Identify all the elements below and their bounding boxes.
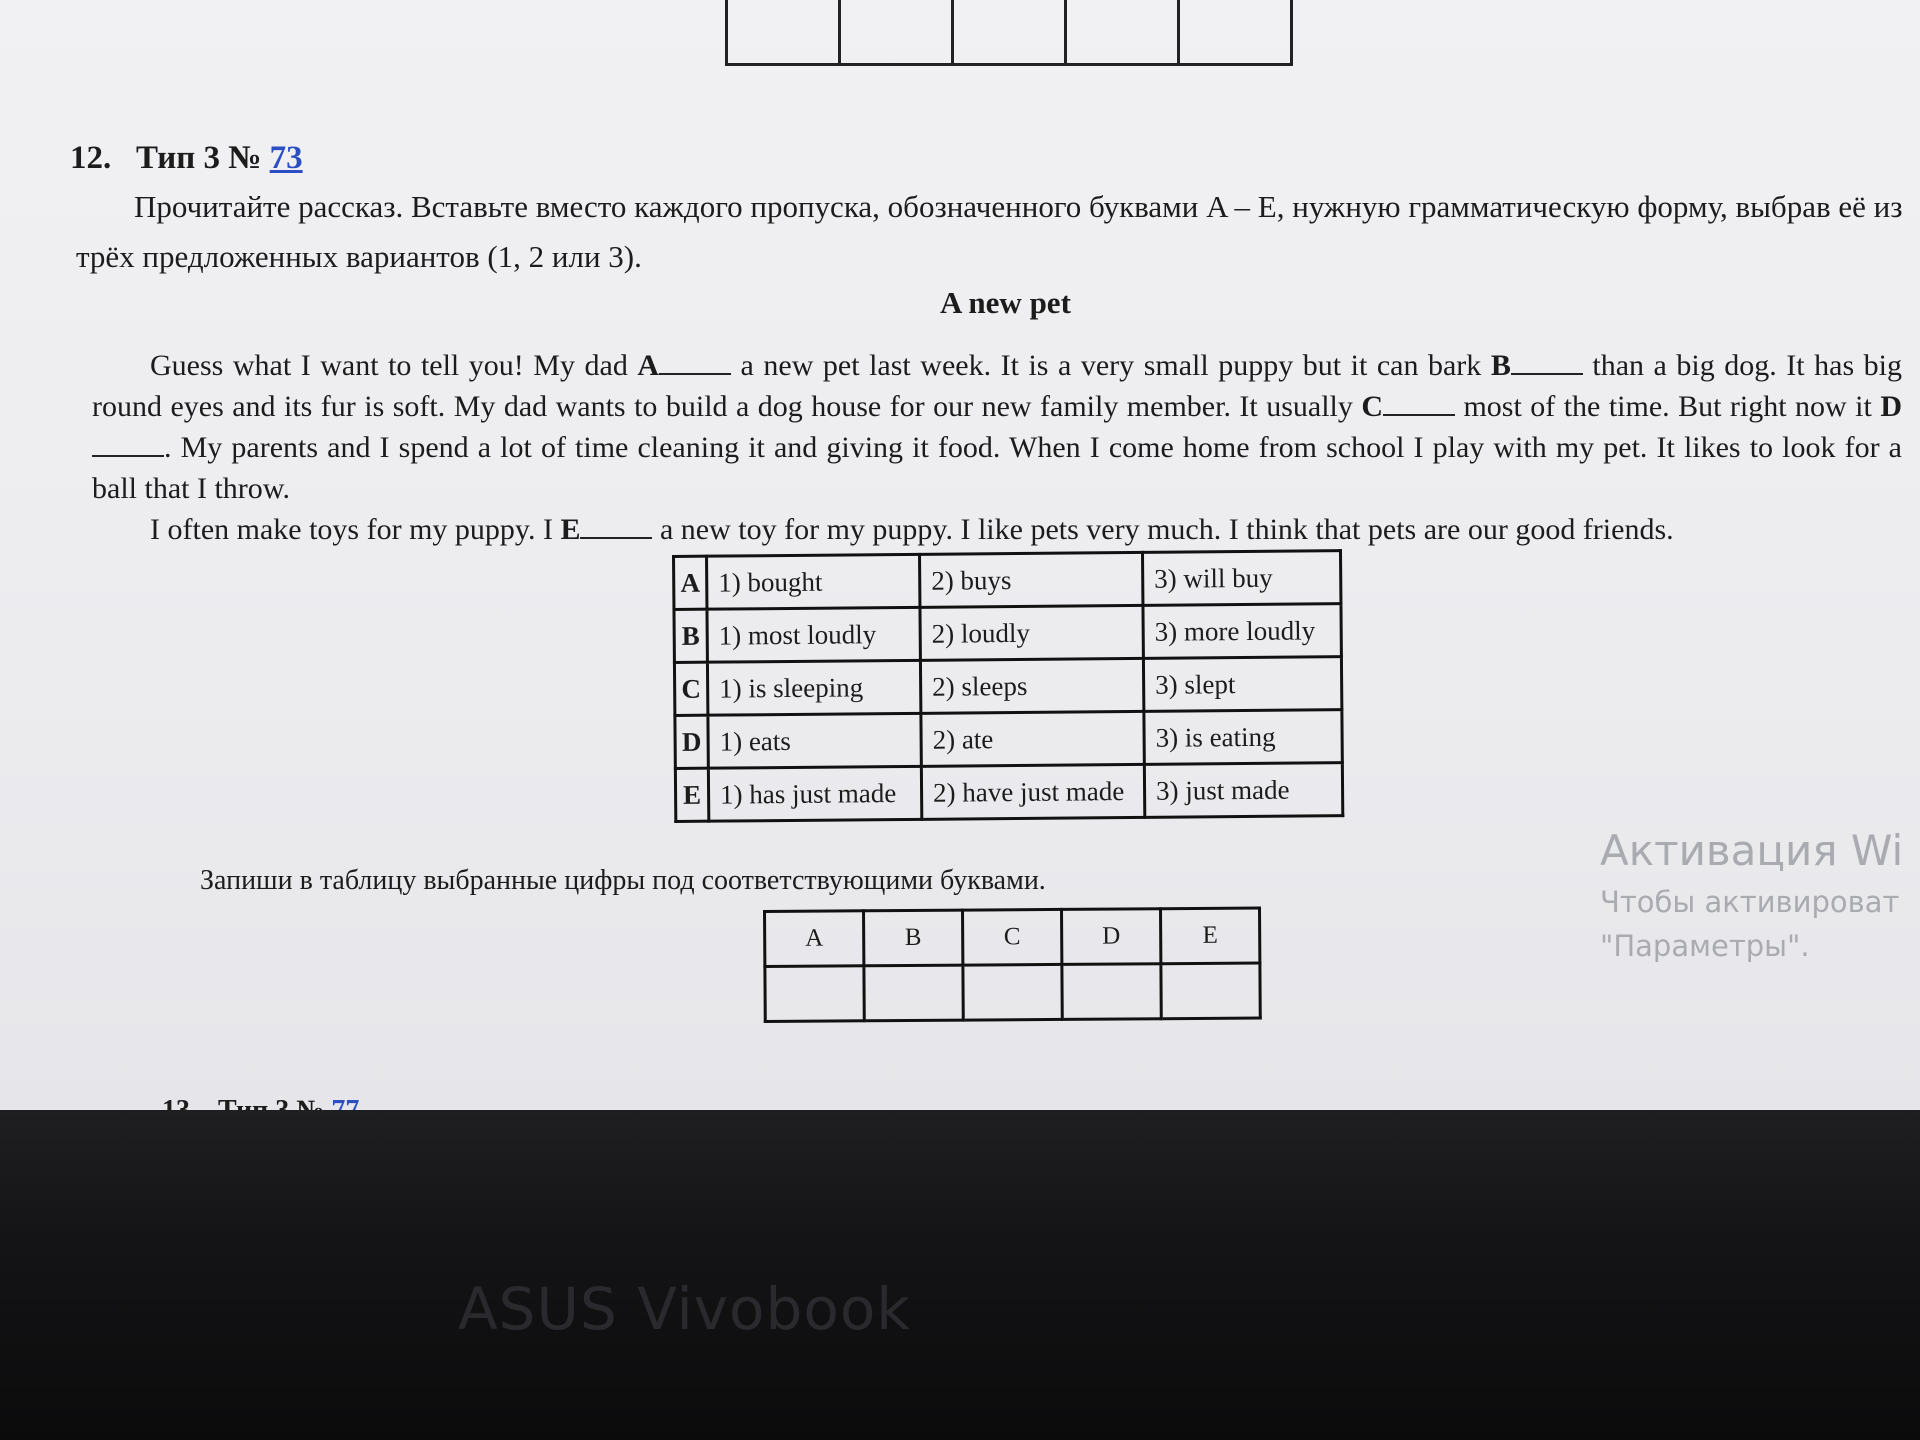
answer-header: E [1161,908,1260,964]
gap-letter-b: B [1490,349,1511,382]
option-letter: D [675,715,708,768]
gap-blank [580,513,652,539]
story-text-fragment: most of the time. But right now it [1455,390,1881,423]
answer-cell-d[interactable] [1062,964,1161,1020]
story-paragraph [92,345,1902,509]
option-3: 3) will buy [1142,551,1340,606]
story-text [92,345,1902,550]
option-3: 3) more loudly [1143,604,1341,659]
options-row [674,551,1341,610]
windows-activation-watermark [1600,826,1903,963]
gap-letter-c: C [1361,390,1383,423]
answer-cell[interactable] [840,0,953,65]
options-row [675,710,1342,769]
task-instruction: Прочитайте рассказ. Вставьте вместо каждого пропуска, обозначенного буквами A – E, нужную грамматическую форму, выбрав её из трёх предложенных вариантов (1, 2 или 3). [76,189,1903,274]
answer-input-row [765,963,1260,1021]
options-table [672,549,1344,823]
story-text-fragment: I often make toys for my puppy. I [150,513,561,546]
task-link[interactable]: 73 [269,140,303,176]
answer-cell-c[interactable] [963,964,1062,1020]
gap-letter-d: D [1880,390,1902,423]
option-2: 2) have just made [921,764,1144,819]
answer-table [763,907,1262,1023]
answer-cell-e[interactable] [1161,963,1260,1019]
options-row [674,657,1341,716]
gap-blank [1383,390,1455,416]
watermark-line: "Параметры". [1600,929,1810,963]
answer-instruction: Запиши в таблицу выбранные цифры под соответствующими буквами. [200,865,1046,896]
option-letter: C [674,662,707,715]
answer-header: D [1062,909,1161,965]
gap-letter-a: A [637,349,660,382]
answer-cell-a[interactable] [765,966,864,1022]
options-row [675,763,1342,822]
watermark-title: Активация Wi [1600,826,1904,875]
laptop-bezel [0,1110,1920,1440]
story-text-fragment: than a big dog. It has big round eyes and its fur is soft. My dad wants to build a dog house for our new family member. It usually [92,349,1902,423]
task-type-label: Тип 3 № [136,140,262,176]
option-letter: E [675,768,708,821]
gap-letter-e: E [560,513,581,546]
option-1: 1) is sleeping [707,660,920,715]
task-header [70,140,303,177]
option-3: 3) just made [1144,763,1342,818]
story-text-fragment: a new toy for my puppy. I like pets very much. I think that pets are our good friends. [652,513,1674,546]
answer-header: C [963,909,1062,965]
option-2: 2) sleeps [920,658,1143,713]
answer-header-row [765,908,1260,966]
option-3: 3) slept [1143,657,1341,712]
answer-header: A [765,911,864,967]
story-text-fragment: Guess what I want to tell you! My dad [150,349,638,382]
option-1: 1) has just made [708,766,921,821]
laptop-brand-logo: ASUS Vivobook [458,1275,911,1343]
options-row [674,604,1341,663]
answer-cell[interactable] [727,0,840,65]
option-2: 2) buys [920,552,1143,607]
option-1: 1) most loudly [707,607,920,662]
story-text-fragment: a new pet last week. It is a very small puppy but it can bark [731,349,1491,382]
answer-cell[interactable] [1066,0,1179,65]
answer-cell[interactable] [953,0,1066,65]
answer-cell[interactable] [1179,0,1292,65]
answer-header: B [864,910,963,966]
story-title: A new pet [940,285,1071,320]
option-1: 1) eats [708,713,921,768]
story-paragraph [92,509,1902,550]
task-number: 12. [70,140,112,176]
option-2: 2) loudly [920,605,1143,660]
answer-cell-b[interactable] [864,965,963,1021]
option-letter: A [674,556,707,609]
gap-blank [1511,349,1583,375]
gap-blank [659,349,731,375]
option-2: 2) ate [921,711,1144,766]
watermark-line: Чтобы активироват [1600,885,1900,919]
previous-answer-table [725,0,1293,66]
option-3: 3) is eating [1144,710,1342,765]
option-1: 1) bought [707,554,920,609]
option-letter: B [674,609,707,662]
gap-blank [92,431,164,457]
story-text-fragment: . My parents and I spend a lot of time cleaning it and giving it food. When I come home from school I play with my pet. It likes to look for a ball that I throw. [92,431,1902,505]
